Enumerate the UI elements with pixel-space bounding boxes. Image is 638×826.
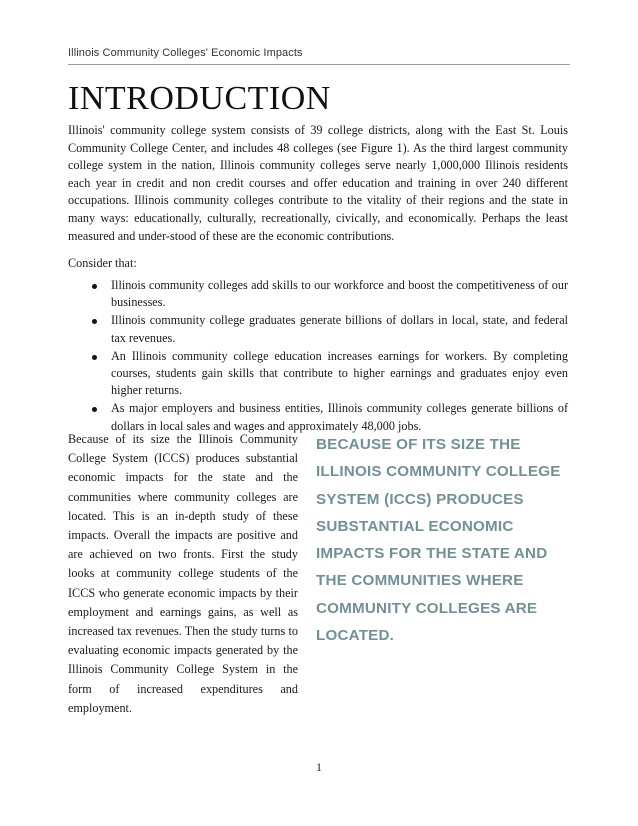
bullet-icon <box>92 319 97 324</box>
consider-label: Consider that: <box>68 256 137 270</box>
list-item <box>68 348 568 400</box>
page-number: 1 <box>316 760 322 774</box>
pull-quote: BECAUSE OF ITS SIZE THE ILLINOIS COMMUNITY COLLEGE SYSTEM (ICCS) PRODUCES SUBSTANTIAL ECONOMIC IMPACTS FOR THE STATE AND THE COMMUNITIES WHERE COMMUNITY COLLEGES ARE LOCATED. <box>316 436 561 645</box>
body-paragraph: Because of its size the Illinois Community College System (ICCS) produces substantial economic impacts for the state and the communities where community colleges are located. This is an in-depth study of these impacts. Overall the impacts are positive and are achieved on two fronts. First the study looks at community college students of the ICCS who generate economic impacts by their employment and earnings gains, as well as increased tax revenues. Then the study turns to evaluating economic impacts generated by the Illinois Community College System in the form of increased expenditures and employment. <box>68 432 298 715</box>
bullet-icon <box>92 284 97 289</box>
bullet-list <box>68 277 568 436</box>
bullet-text: An Illinois community college education increases earnings for workers. By completing courses, students gain skills that contribute to higher earnings and graduates enjoy even higher returns. <box>111 348 568 398</box>
header-rule <box>68 64 570 65</box>
bullet-text: As major employers and business entities, Illinois community colleges generate billions of dollars in local sales and wages and approximately 48,000 jobs. <box>111 401 568 433</box>
section-title: INTRODUCTION <box>68 80 331 117</box>
running-header: Illinois Community Colleges' Economic Impacts <box>68 47 303 59</box>
bullet-text: Illinois community college graduates generate billions of dollars in local, state, and federal tax revenues. <box>111 313 568 345</box>
intro-paragraph: Illinois' community college system consists of 39 college districts, along with the East St. Louis Community College Center, and includes 48 colleges (see Figure 1). As the third largest community college system in the nation, Illinois community colleges serve nearly 1,000,000 Illinois residents each year in credit and non credit courses and offer education and training in over 240 different occupations. Illinois community colleges contribute to the vitality of their regions and the state in many ways: educationally, culturally, recreationally, civically, and economically. Perhaps the least measured and under-stood of these are the economic contributions. <box>68 123 568 243</box>
bullet-icon <box>92 407 97 412</box>
list-item <box>68 277 568 311</box>
bullet-icon <box>92 355 97 360</box>
list-item <box>68 312 568 346</box>
bullet-text: Illinois community colleges add skills to our workforce and boost the competitiveness of our businesses. <box>111 278 568 310</box>
